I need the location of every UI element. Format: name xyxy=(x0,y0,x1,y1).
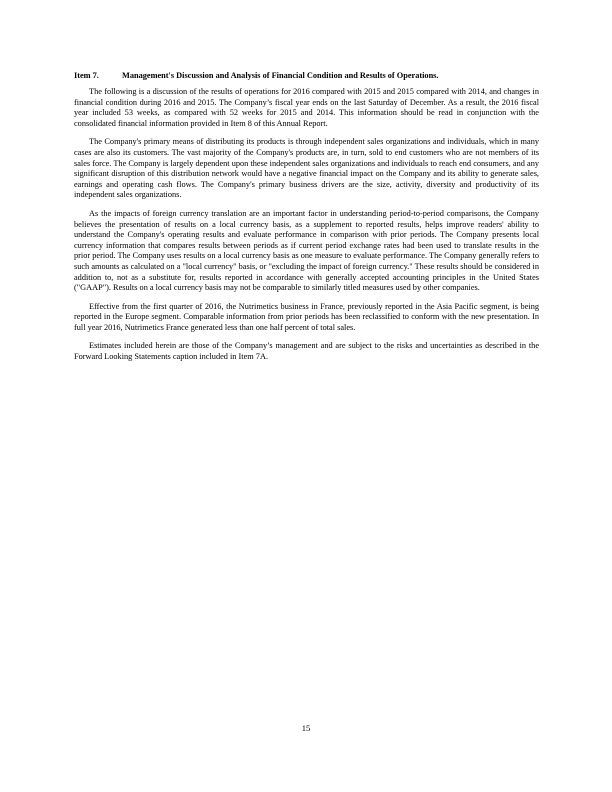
paragraph-nutrimetics-france: Effective from the first quarter of 2016, the Nutrimetics business in France, previously reported in the Asia Pacific segment, is being reported in the Europe segment. Comparable information from prior periods has been reclassified to conform with the new presentation. In full year 2016, Nutrimetics France generated less than one half percent of total sales. xyxy=(74,301,539,332)
paragraph-distribution: The Company's primary means of distributing its products is through independent sales organizations and individuals, which in many cases are also its customers. The vast majority of the Company's products are, in turn, sold to end customers who are not members of its sales force. The Company is largely dependent upon these independent sales organizations and individuals to reach end consumers, and any significant disruption of this distribution network would have a negative financial impact on the Company and its ability to generate sales, earnings and operating cash flows. The Company's primary business drivers are the size, activity, diversity and productivity of its independent sales organizations. xyxy=(74,137,539,200)
item-number: Item 7. xyxy=(74,71,99,80)
paragraph-fiscal-year: The following is a discussion of the results of operations for 2016 compared with 2015 and 2015 compared with 2014, and changes in financial condition during 2016 and 2015. The Company’s fiscal year ends on the last Saturday of December. As a result, the 2016 fiscal year included 53 weeks, as compared with 52 weeks for 2015 and 2014. This information should be read in conjunction with the consolidated financial information provided in Item 8 of this Annual Report. xyxy=(74,87,539,128)
page-number: 15 xyxy=(301,723,311,733)
item-title: Management's Discussion and Analysis of Financial Condition and Results of Operations. xyxy=(122,71,439,80)
paragraph-local-currency: As the impacts of foreign currency translation are an important factor in understanding period-to-period comparisons, the Company believes the presentation of results on a local currency basis, as a supplement to reported results, helps improve readers' ability to understand the Company's operating results and evaluate performance in comparison with prior periods. The Company presents local currency information that compares results between periods as if current period exchange rates had been used to translate results in the prior period. The Company uses results on a local currency basis as one measure to evaluate performance. The Company generally refers to such amounts as calculated on a "local currency" basis, or "excluding the impact of foreign currency." These results should be considered in addition to, not as a substitute for, results reported in accordance with generally accepted accounting principles in the United States ("GAAP"). Results on a local currency basis may not be comparable to similarly titled measures used by other companies. xyxy=(74,208,539,293)
paragraph-estimates: Estimates included herein are those of the Company’s management and are subject to the risks and uncertainties as described in the Forward Looking Statements caption included in Item 7A. xyxy=(74,341,539,362)
page-content xyxy=(74,70,539,371)
section-heading xyxy=(74,70,539,81)
